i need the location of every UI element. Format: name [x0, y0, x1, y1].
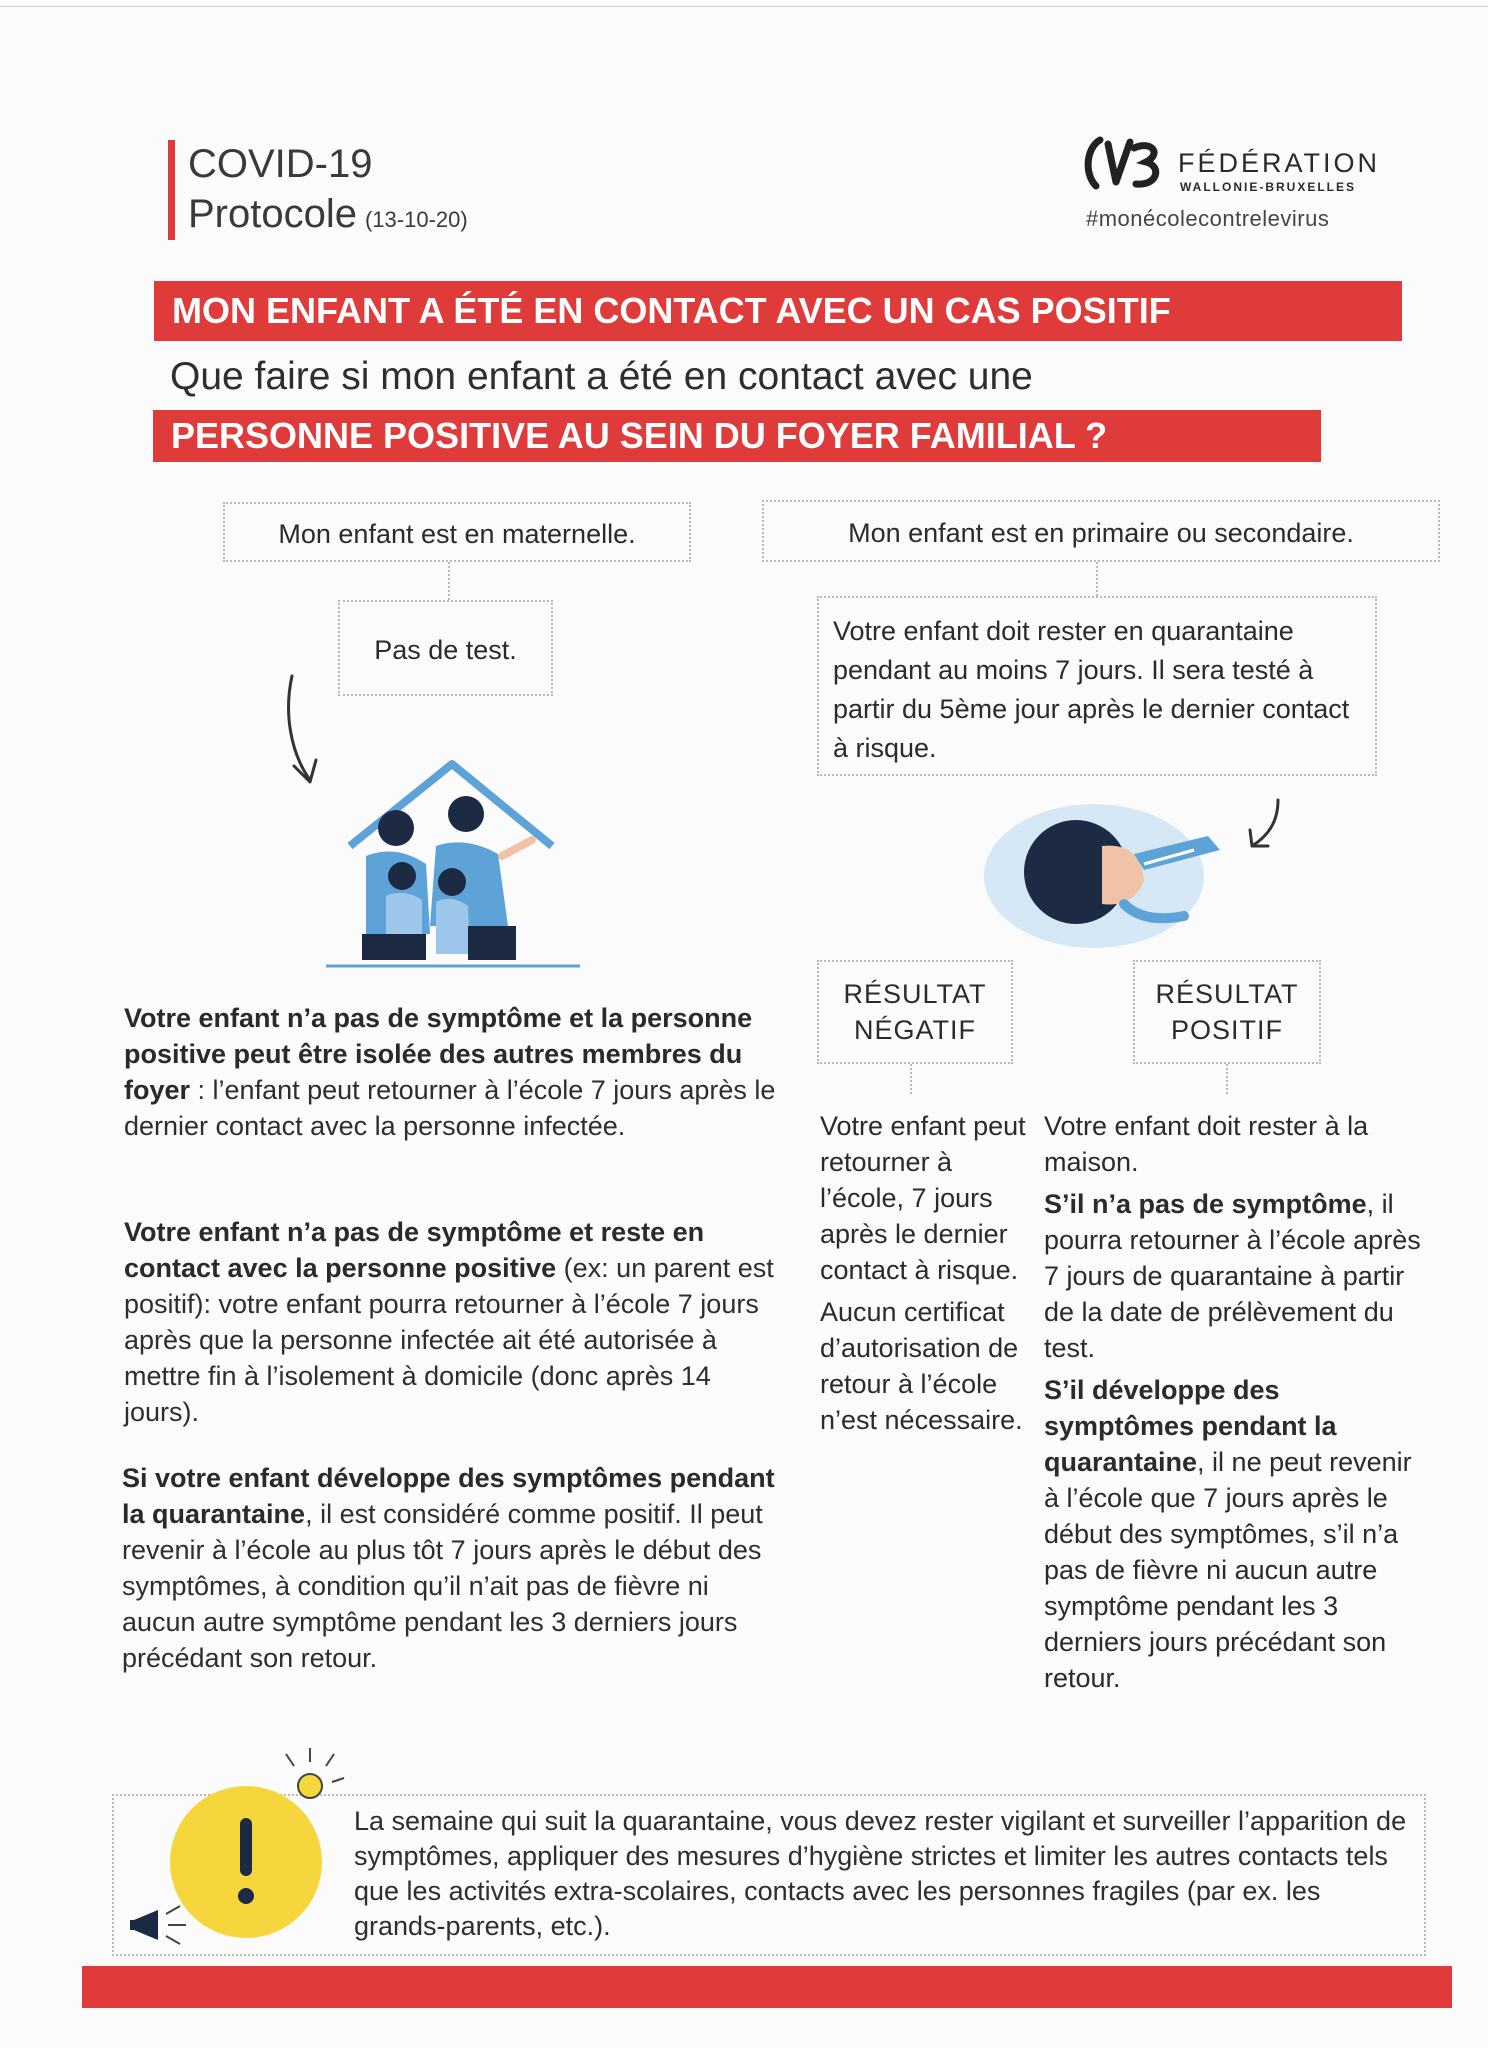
header-protocol: Protocole [188, 192, 357, 236]
positive-text-2: , il pourra retourner à l’école après 7 jours de quarantaine à partir de la date de prélèvement du test. [1044, 1189, 1421, 1363]
logo-name: FÉDÉRATION [1178, 148, 1381, 178]
family-house-icon [326, 756, 580, 972]
positive-block-2 [1044, 1186, 1424, 1366]
left-p3-text: , il est considéré comme positif. Il peut revenir à l’école au plus tôt 7 jours après le début des symptômes, à condition qu’il n’ait pas de fièvre ni aucun autre symptôme pendant les 3 derniers jours précédant son retour. [122, 1499, 763, 1673]
header-title: COVID-19 [188, 142, 373, 186]
connector-line [1226, 1064, 1228, 1094]
left-p1-bold: Votre enfant n’a pas de symptôme et la personne positive peut être isolée des autres membres du foyer [124, 1003, 753, 1105]
main-banner: MON ENFANT A ÉTÉ EN CONTACT AVEC UN CAS POSITIF [154, 281, 1402, 341]
megaphone-icon [128, 1900, 192, 1950]
connector-line [910, 1064, 912, 1094]
question-banner: PERSONNE POSITIVE AU SEIN DU FOYER FAMILIAL ? [153, 410, 1321, 462]
left-paragraph-3 [122, 1460, 782, 1676]
no-test-box: Pas de test. [338, 600, 553, 696]
left-p1-text: : l’enfant peut retourner à l’école 7 jours après le dernier contact avec la personne infectée. [124, 1075, 776, 1141]
positive-result-box [1133, 960, 1321, 1064]
positive-label-line2: POSITIF [1170, 1015, 1283, 1045]
connector-line [1096, 562, 1098, 596]
left-p3-bold: Si votre enfant développe des symptômes pendant la quarantaine [122, 1463, 775, 1529]
negative-label-line1: RÉSULTAT [843, 979, 987, 1009]
bottom-accent-bar [82, 1966, 1452, 2008]
positive-text-3: , il ne peut revenir à l’école que 7 jours après le début des symptômes, s’il n’a pas de fièvre ni aucun autre symptôme pendant les 3 derniers jours précédant son retour. [1044, 1447, 1412, 1693]
primaire-box: Mon enfant est en primaire ou secondaire. [762, 500, 1440, 562]
positive-text-1: Votre enfant doit rester à la maison. [1044, 1111, 1369, 1177]
question-text: Que faire si mon enfant a été en contact avec une [170, 355, 1033, 398]
positive-result-text [1044, 1108, 1424, 1696]
negative-result-box [817, 960, 1013, 1064]
negative-text-1: Votre enfant peut retourner à l’école, 7 jours après le dernier contact à risque. [820, 1111, 1026, 1285]
header-accent-bar [168, 140, 175, 240]
arrow-down-icon [280, 672, 332, 788]
arrow-down-icon [1244, 796, 1290, 852]
positive-bold-3: S’il développe des symptômes pendant la quarantaine [1044, 1375, 1337, 1477]
federation-logo-icon [1078, 134, 1166, 192]
header-subtitle [188, 190, 468, 244]
logo-region: WALLONIE-BRUXELLES [1180, 180, 1356, 194]
negative-result-text [820, 1108, 1030, 1438]
negative-label-line2: NÉGATIF [853, 1015, 976, 1045]
left-p2-bold: Votre enfant n’a pas de symptôme et reste en contact avec la personne positive [124, 1217, 705, 1283]
left-paragraph-2 [124, 1214, 784, 1430]
left-paragraph-1 [124, 1000, 784, 1144]
positive-bold-2: S’il n’a pas de symptôme [1044, 1189, 1367, 1219]
positive-label-line1: RÉSULTAT [1155, 979, 1299, 1009]
nasal-swab-icon [984, 784, 1234, 960]
logo-hashtag: #monécolecontrelevirus [1086, 206, 1330, 231]
connector-line [448, 562, 450, 600]
left-p2-text: (ex: un parent est positif): votre enfant pourra retourner à l’école 7 jours après que la personne infectée ait été autorisée à mettre fin à l’isolement à domicile (donc après 14 jours). [124, 1253, 774, 1427]
header-date: (13-10-20) [364, 207, 468, 232]
positive-block-3 [1044, 1372, 1424, 1696]
maternelle-box: Mon enfant est en maternelle. [223, 502, 691, 562]
page-top-edge [0, 6, 1488, 7]
quarantine-box: Votre enfant doit rester en quarantaine pendant au moins 7 jours. Il sera testé à partir du 5ème jour après le dernier contact à risque. [817, 596, 1377, 776]
negative-text-2: Aucun certificat d’autorisation de retour à l’école n’est nécessaire. [820, 1297, 1023, 1435]
footer-text: La semaine qui suit la quarantaine, vous devez rester vigilant et surveiller l’apparition de symptômes, appliquer des mesures d’hygiène strictes et limiter les autres contacts tels que les activités extra-scolaires, contacts avec les personnes fragiles (par ex. les grands-parents, etc.). [354, 1806, 1407, 1941]
